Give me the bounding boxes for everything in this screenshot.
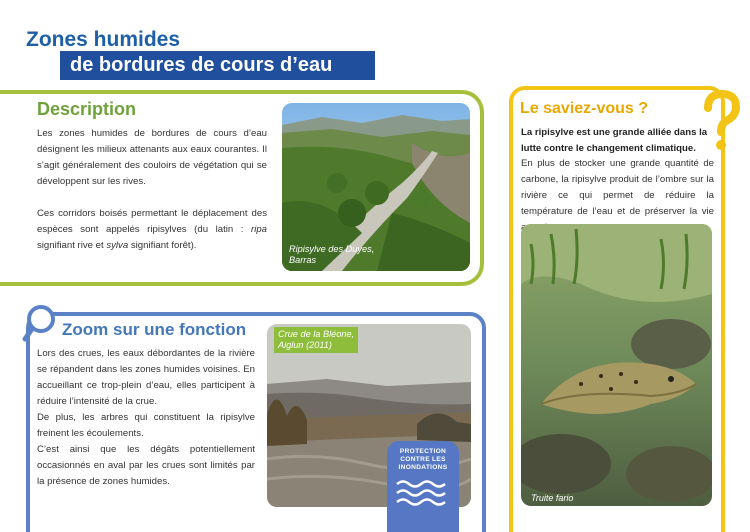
caption-line: Barras: [289, 255, 317, 265]
zoom-text: [37, 346, 255, 490]
caption-line: Crue de la Bléone,: [278, 329, 355, 339]
latin-term-ripa: ripa: [251, 224, 267, 235]
caption-line: Aiglun (2011): [278, 340, 332, 350]
page-title: Zones humides: [26, 28, 181, 51]
saviez-text: En plus de stocker une grande quantité de carbone, la ripisylve produit de l’ombre sur la rivière ce qui permet de réduire la température de l’eau et de préserver la vie: [521, 158, 714, 217]
ripisylve-photo-caption: [289, 244, 374, 266]
magnifier-icon: [22, 302, 60, 346]
latin-term-sylva: sylva: [106, 240, 129, 251]
caption-line: Ripisylve des Duyes,: [289, 244, 375, 254]
description-text-span: signifiant forêt).: [128, 240, 197, 251]
waves-icon: [395, 478, 451, 508]
page-subtitle: de bordures de cours d’eau: [60, 51, 375, 80]
description-paragraph-2: [37, 206, 267, 254]
description-text-span: Ces corridors boisés permettant le déplacement des espèces sont appelés ripisylves (du latin :: [37, 208, 267, 235]
trout-photo: [521, 224, 712, 506]
description-text: [37, 126, 267, 254]
badge-line: CONTRE LES: [400, 456, 446, 463]
badge-line: PROTECTION: [399, 448, 447, 455]
badge-line: INONDATIONS: [398, 464, 448, 471]
saviez-heading: Le saviez-vous ?: [520, 100, 649, 117]
zoom-paragraph-1: Lors des crues, les eaux débordantes de la rivière se répandent dans les zones humides voisines. En accueillant ce trop-plein d’eau, elles participent à réduire l’intensité de la crue.: [37, 348, 255, 407]
zoom-paragraph-3: C’est ainsi que les dégâts potentiellement occasionnés en aval par les crues sont limités par la présence de zones humides.: [37, 444, 255, 487]
flood-protection-badge: [387, 441, 459, 532]
saviez-highlight: La ripisylve est une grande alliée dans la lutte contre le changement climatique.: [521, 127, 708, 154]
description-paragraph-1: Les zones humides de bordures de cours d’eau désignent les milieux attenants aux eaux courantes. Il s’agit généralement des couloirs de végétation qui se développent sur les rives.: [37, 128, 267, 187]
description-text-span: signifiant rive et: [37, 240, 107, 251]
zoom-heading: Zoom sur une fonction: [62, 320, 247, 339]
flood-photo-caption: [274, 327, 358, 353]
description-heading: Description: [37, 99, 137, 119]
zoom-paragraph-2: De plus, les arbres qui constituent la ripisylve freinent les écoulements.: [37, 412, 255, 439]
trout-photo-caption: Truite fario: [531, 493, 574, 503]
